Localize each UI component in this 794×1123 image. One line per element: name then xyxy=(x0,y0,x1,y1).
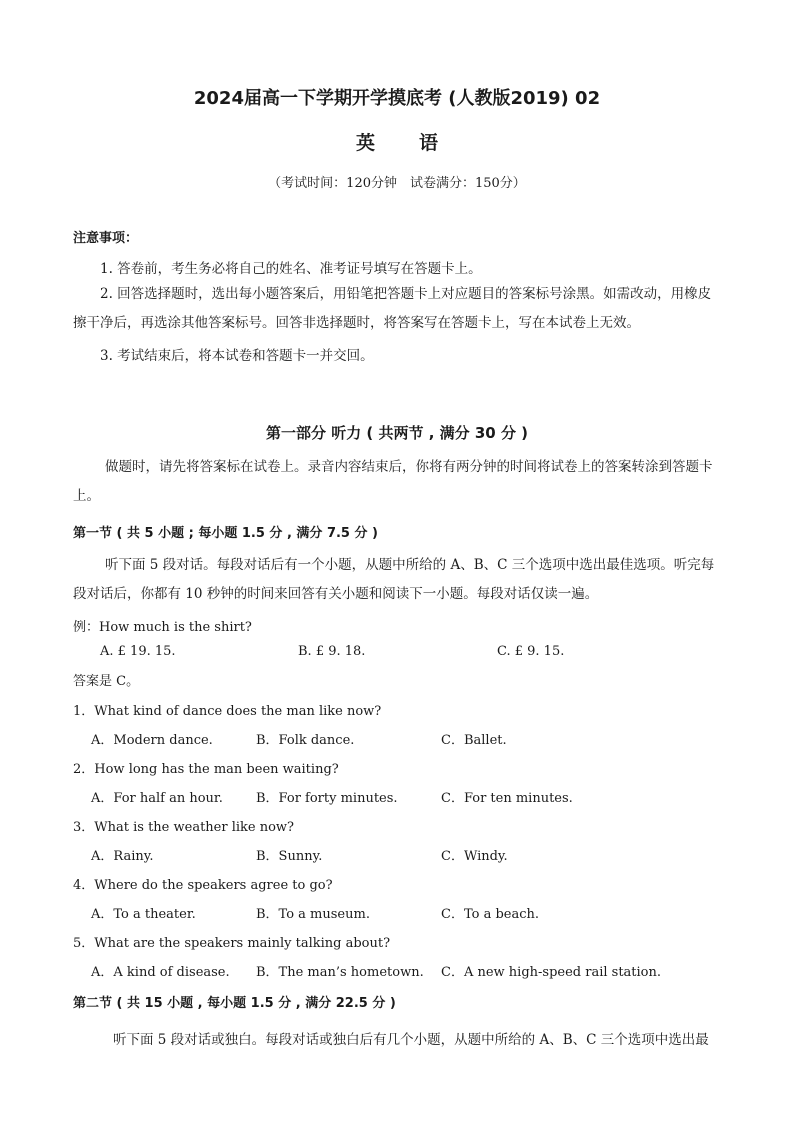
question-5-option-b: B．The man’s hometown. xyxy=(256,965,424,980)
question-1-option-a: A．Modern dance. xyxy=(91,733,213,748)
section1-intro: 听下面 5 段对话。每段对话后有一个小题，从题中所给的 A、B、C 三个选项中选出最佳选项。听完每段对话后，你都有 10 秒钟的时间来回答有关小题和阅读下一小题。每段对话仅读一遍。 xyxy=(73,557,715,602)
question-5: 5．What are the speakers mainly talking about? xyxy=(73,936,391,951)
question-4-option-a: A．To a theater. xyxy=(91,907,196,922)
example-option-c: C. £ 9. 15. xyxy=(497,644,565,659)
question-4-option-b: B．To a museum. xyxy=(256,907,370,922)
section1-title: 第一节 ( 共 5 小题 ; 每小题 1.5 分 , 满分 7.5 分 ) xyxy=(73,526,378,541)
question-1-option-c: C．Ballet. xyxy=(441,733,507,748)
section2-title: 第二节 ( 共 15 小题 , 每小题 1.5 分 , 满分 22.5 分 ) xyxy=(73,996,396,1011)
example-question: 例：How much is the shirt? xyxy=(73,620,252,635)
notice-item-1: 1. 答卷前，考生务必将自己的姓名、准考证号填写在答题卡上。 xyxy=(100,261,482,277)
question-4-option-c: C．To a beach. xyxy=(441,907,540,922)
section2-intro: 听下面 5 段对话或独白。每段对话或独白后有几个小题，从题中所给的 A、B、C 三个选项中选出最 xyxy=(113,1032,709,1048)
question-2-option-a: A．For half an hour. xyxy=(91,791,223,806)
part1-intro: 做题时，请先将答案标在试卷上。录音内容结束后，你将有两分钟的时间将试卷上的答案转涂到答题卡上。 xyxy=(73,459,713,504)
question-3: 3．What is the weather like now? xyxy=(73,820,295,835)
question-5-option-c: C．A new high-speed rail station. xyxy=(441,965,662,980)
exam-info: （考试时间：120分钟 试卷满分：150分） xyxy=(268,176,526,191)
question-2-option-b: B．For forty minutes. xyxy=(256,791,398,806)
subject-heading: 英语 xyxy=(355,132,482,154)
question-2-option-c: C．For ten minutes. xyxy=(441,791,573,806)
example-option-b: B. £ 9. 18. xyxy=(298,644,366,659)
part1-title: 第一部分 听力 ( 共两节 , 满分 30 分 ) xyxy=(265,424,529,442)
notice-item-3: 3. 考试结束后，将本试卷和答题卡一并交回。 xyxy=(100,348,374,364)
question-2: 2．How long has the man been waiting? xyxy=(73,762,339,777)
example-option-a: A. £ 19. 15. xyxy=(100,644,176,659)
notice-item-2: 2. 回答选择题时，选出每小题答案后，用铅笔把答题卡上对应题目的答案标号涂黑。如需改动，用橡皮擦干净后，再选涂其他答案标号。回答非选择题时，将答案写在答题卡上，写在本试卷上无效。 xyxy=(73,286,712,331)
exam-title: 2024届高一下学期开学摸底考 (人教版2019) 02 xyxy=(193,88,601,109)
question-4: 4．Where do the speakers agree to go? xyxy=(73,878,333,893)
question-5-option-a: A．A kind of disease. xyxy=(91,965,230,980)
question-3-option-c: C．Windy. xyxy=(441,849,508,864)
notice-heading: 注意事项： xyxy=(73,231,139,246)
question-3-option-a: A．Rainy. xyxy=(91,849,154,864)
example-answer: 答案是 C。 xyxy=(73,674,140,689)
question-1: 1．What kind of dance does the man like now? xyxy=(73,704,382,719)
question-1-option-b: B．Folk dance. xyxy=(256,733,355,748)
question-3-option-b: B．Sunny. xyxy=(256,849,323,864)
